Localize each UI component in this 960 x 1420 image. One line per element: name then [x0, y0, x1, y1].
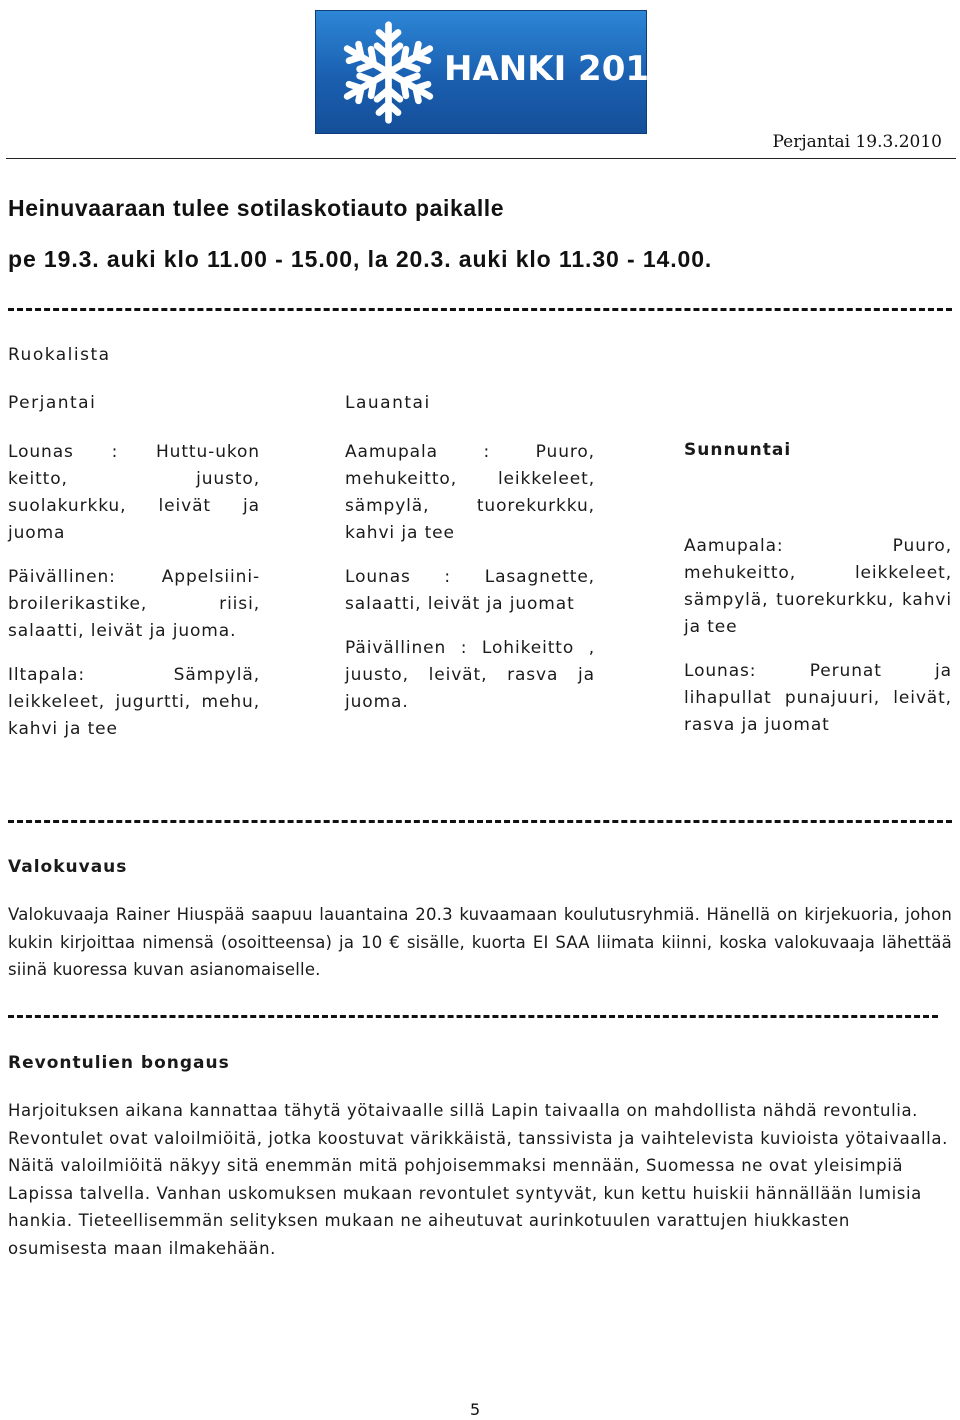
- sunday-lunch: Lounas: Perunat ja lihapullat punajuuri, leivät, rasva ja juomat: [684, 661, 952, 735]
- header-date: Perjantai 19.3.2010: [772, 132, 942, 152]
- page-number: 5: [470, 1400, 481, 1419]
- saturday-lunch: Lounas : Lasagnette, salaatti, leivät ja juomat: [345, 567, 595, 614]
- sunday-breakfast: Aamupala: Puuro, mehukeitto, leikkeleet, sämpylä, tuorekurkku, kahvi ja tee: [684, 536, 952, 637]
- divider: [8, 820, 952, 823]
- friday-evening-snack: Iltapala: Sämpylä, leikkeleet, jugurtti, mehu, kahvi ja tee: [8, 665, 260, 739]
- logo-text: HANKI 2010: [444, 49, 673, 89]
- header-rule: [6, 158, 956, 159]
- snowflake-icon: [336, 15, 441, 130]
- friday-lunch: Lounas : Huttu-ukon keitto, juusto, suolakurkku, leivät ja juoma: [8, 442, 260, 543]
- photo-text: Valokuvaaja Rainer Hiuspää saapuu lauantaina 20.3 kuvaamaan koulutusryhmiä. Hänellä on kirjekuoria, johon kukin kirjoittaa nimensä (osoitteensa) ja 10 € sisälle, kuorta EI SAA liimata kiinni, koska valokuvaaja lähettää siinä kuoressa kuvan asianomaiselle.: [8, 905, 952, 979]
- divider: [8, 308, 952, 311]
- saturday-heading: Lauantai: [345, 393, 431, 413]
- friday-dinner: Päivällinen: Appelsiini-broilerikastike, riisi, salaatti, leivät ja juoma.: [8, 567, 260, 641]
- headline-title: Heinuvaaraan tulee sotilaskotiauto paikalle: [8, 195, 505, 221]
- menu-title: Ruokalista: [8, 345, 111, 365]
- saturday-menu: [345, 439, 595, 716]
- friday-heading: Perjantai: [8, 393, 97, 413]
- hanki-logo: [315, 10, 673, 134]
- saturday-dinner: Päivällinen : Lohikeitto , juusto, leivät, rasva ja juoma.: [345, 638, 595, 712]
- photo-title: Valokuvaus: [8, 857, 128, 877]
- saturday-breakfast: Aamupala : Puuro, mehukeitto, leikkeleet, sämpylä, tuorekurkku, kahvi ja tee: [345, 442, 595, 543]
- aurora-title: Revontulien bongaus: [8, 1053, 230, 1073]
- aurora-text: Harjoituksen aikana kannattaa tähytä yötaivaalle sillä Lapin taivaalla on mahdollista nähdä revontulia. Revontulet ovat valoilmiöitä, jotka koostuvat värikkäistä, tanssivista ja vaihtelevista kuvioista yötaivaalla. Näitä valoilmiöitä näkyy sitä enemmän mitä pohjoisemmaksi mennään, Suomessa ne ovat yleisimpiä Lapissa talvella. Vanhan uskomuksen mukaan revontulet syntyvät, kun kettu huiskii hännällään lumisia hankia. Tieteellisemmän selityksen mukaan ne aiheutuvat aurinkotuulen varattujen hiukkasten osumisesta maan ilmakehään.: [8, 1101, 948, 1258]
- friday-menu: [8, 439, 260, 743]
- sunday-menu: [684, 533, 952, 739]
- sunday-heading: Sunnuntai: [684, 440, 792, 460]
- headline-hours: pe 19.3. auki klo 11.00 - 15.00, la 20.3. auki klo 11.30 - 14.00.: [8, 246, 713, 272]
- divider: [8, 1015, 938, 1018]
